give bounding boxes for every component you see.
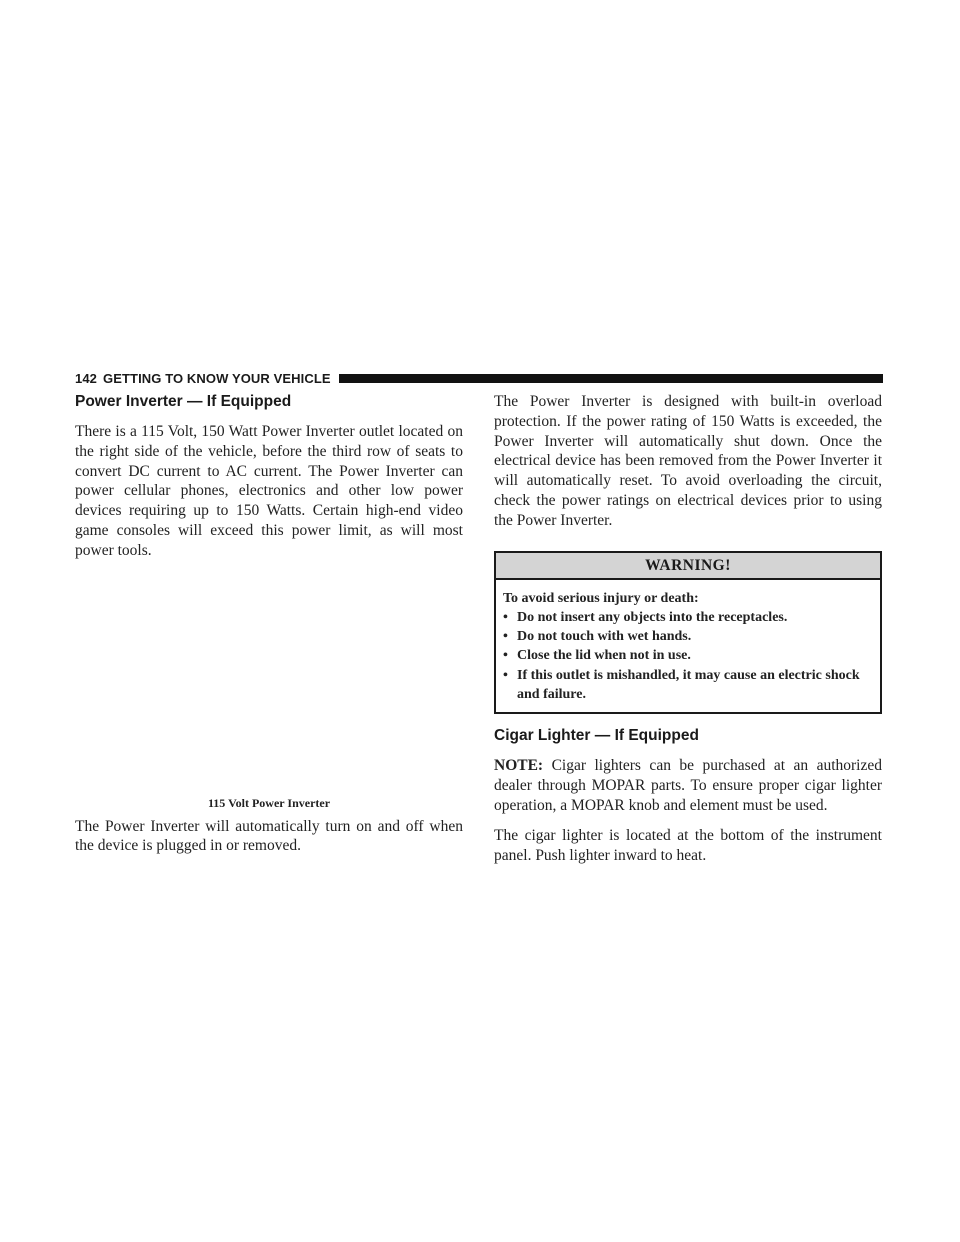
warning-intro: To avoid serious injury or death: bbox=[503, 590, 699, 606]
power-inverter-figure bbox=[75, 561, 463, 793]
warning-item: • Do not touch with wet hands. bbox=[503, 627, 874, 646]
auto-on-off-paragraph: The Power Inverter will automatically turn on and off when the device is plugged in or removed. bbox=[75, 817, 463, 855]
cigar-lighter-heading: Cigar Lighter — If Equipped bbox=[494, 727, 699, 745]
warning-title: WARNING! bbox=[496, 553, 880, 580]
power-inverter-paragraph: There is a 115 Volt, 150 Watt Power Inverter outlet located on the right side of the vehicle, before the third row of seats to convert DC current to AC current. The Power Inverter can power cellular phones, electronics and other low power devices requiring up to 150 Watts. Certain high-end video game consoles will exceed this power limit, as will most power tools. bbox=[75, 423, 463, 559]
header-rule bbox=[339, 374, 883, 383]
warning-item: • Close the lid when not in use. bbox=[503, 646, 874, 665]
bullet-icon: • bbox=[503, 667, 508, 683]
note-paragraph bbox=[494, 756, 882, 815]
overload-protection-paragraph: The Power Inverter is designed with built-in overload protection. If the power rating of 150 Watts is exceeded, the Power Inverter will automatically shut down. Once the electrical device has been removed from the Power Inverter it will automatically reset. To avoid overloading the circuit, check the power ratings on electrical devices prior to using the Power Inverter. bbox=[494, 393, 882, 529]
left-column bbox=[75, 392, 463, 856]
right-column bbox=[494, 392, 882, 865]
page-header bbox=[75, 370, 883, 386]
note-text: Cigar lighters can be purchased at an authorized dealer through MOPAR parts. To ensure proper cigar lighter operation, a MOPAR knob and element must be used. bbox=[494, 757, 882, 814]
warning-item: • Do not insert any objects into the receptacles. bbox=[503, 608, 874, 627]
warning-box bbox=[494, 551, 882, 715]
section-title: GETTING TO KNOW YOUR VEHICLE bbox=[103, 370, 331, 386]
bullet-icon: • bbox=[503, 629, 508, 645]
warning-body bbox=[496, 580, 880, 713]
bullet-icon: • bbox=[503, 648, 508, 664]
figure-caption: 115 Volt Power Inverter bbox=[207, 795, 331, 810]
warning-list bbox=[503, 608, 874, 704]
cigar-lighter-location-paragraph: The cigar lighter is located at the bottom of the instrument panel. Push lighter inward to heat. bbox=[494, 826, 882, 864]
bullet-icon: • bbox=[503, 609, 508, 625]
warning-item: • If this outlet is mishandled, it may cause an electric shock and failure. bbox=[503, 667, 860, 703]
note-label: NOTE: bbox=[494, 757, 544, 775]
power-inverter-heading: Power Inverter — If Equipped bbox=[75, 393, 292, 410]
page-number: 142 bbox=[75, 370, 97, 386]
